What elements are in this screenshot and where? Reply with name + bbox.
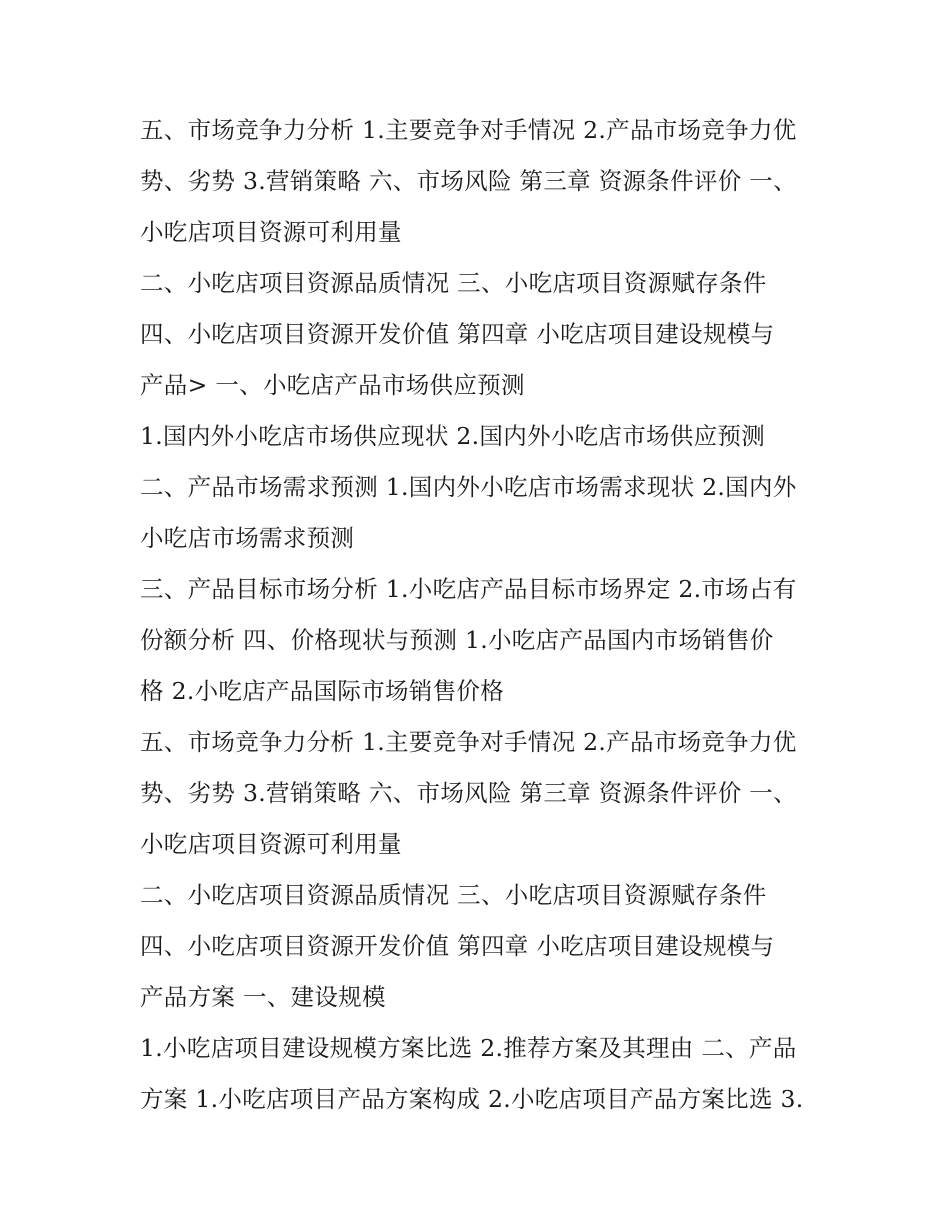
text-line: 五、市场竞争力分析 1.主要竞争对手情况 2.产品市场竞争力优 bbox=[140, 116, 797, 144]
text-line: 四、小吃店项目资源开发价值 第四章 小吃店项目建设规模与 bbox=[140, 320, 775, 348]
text-line: 势、劣势 3.营销策略 六、市场风险 第三章 资源条件评价 一、 bbox=[140, 167, 797, 195]
text-line: 二、小吃店项目资源品质情况 三、小吃店项目资源赋存条件 bbox=[140, 881, 767, 909]
text-line: 五、市场竞争力分析 1.主要竞争对手情况 2.产品市场竞争力优 bbox=[140, 728, 797, 756]
text-line: 产品> 一、小吃店产品市场供应预测 bbox=[140, 371, 525, 399]
text-line: 方案 1.小吃店项目产品方案构成 2.小吃店项目产品方案比选 3. bbox=[140, 1085, 804, 1113]
text-line: 格 2.小吃店产品国际市场销售价格 bbox=[140, 677, 504, 705]
text-line: 三、产品目标市场分析 1.小吃店产品目标市场界定 2.市场占有 bbox=[140, 575, 797, 603]
text-line: 1.小吃店项目建设规模方案比选 2.推荐方案及其理由 二、产品 bbox=[140, 1034, 797, 1062]
text-line: 1.国内外小吃店市场供应现状 2.国内外小吃店市场供应预测 bbox=[140, 422, 766, 450]
text-line: 四、小吃店项目资源开发价值 第四章 小吃店项目建设规模与 bbox=[140, 932, 775, 960]
text-line: 小吃店项目资源可利用量 bbox=[140, 218, 402, 246]
text-line: 小吃店项目资源可利用量 bbox=[140, 830, 402, 858]
text-line: 小吃店市场需求预测 bbox=[140, 524, 355, 552]
text-line: 势、劣势 3.营销策略 六、市场风险 第三章 资源条件评价 一、 bbox=[140, 779, 797, 807]
text-line: 二、小吃店项目资源品质情况 三、小吃店项目资源赋存条件 bbox=[140, 269, 767, 297]
text-line: 份额分析 四、价格现状与预测 1.小吃店产品国内市场销售价 bbox=[140, 626, 774, 654]
document-body bbox=[140, 105, 820, 1125]
text-line: 产品方案 一、建设规模 bbox=[140, 983, 386, 1011]
text-line: 二、产品市场需求预测 1.国内外小吃店市场需求现状 2.国内外 bbox=[140, 473, 797, 501]
